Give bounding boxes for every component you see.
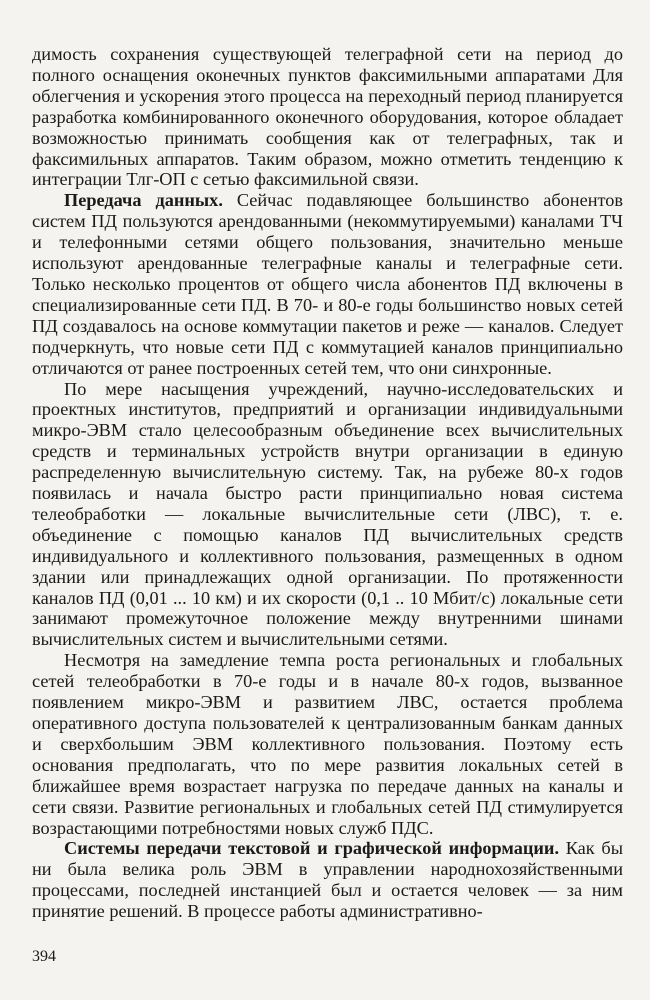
paragraph-3-text: По мере насыщения учреждений, научно-исследовательских и проектных институтов, предприятий и организации индивидуальными микро-ЭВМ стало целесообразным объединение всех вычислительных средств и терминальных устройств внутри организации в единую распределенную вычислительную систему. Так, на рубеже 80-х годов появилась и начала быстро расти принципиально новая система телеобработки — локальные вычислительные сети (ЛВС), т. е. объединение с помощью каналов ПД вычислительных средств индивидуального и коллективного пользования, размещенных в одном здании или принадлежащих одной организации. По протяженности каналов ПД (0,01 ... 10 км) и их скорости (0,1 .. 10 Мбит/с) локальные сети занимают промежуточное положение между внутренними шинами вычислительных систем и вычислительными сетями. bbox=[32, 378, 623, 650]
paragraph-data-transfer bbox=[32, 190, 623, 378]
section-heading-text-graphics: Системы передачи текстовой и графической информации. bbox=[64, 838, 560, 859]
paragraph-4 bbox=[32, 650, 623, 838]
paragraph-text-graphics bbox=[32, 838, 623, 922]
paragraph-2-text: Сейчас подавляющее большинство абонентов систем ПД пользуются арендованными (некоммутируемыми) каналами ТЧ и телефонными сетями общего пользования, значительно меньше используют арендованные телеграфные каналы и телеграфные сети. Только несколько процентов от общего числа абонентов ПД включены в специализированные сети ПД. В 70- и 80-е годы большинство новых сетей ПД создавалось на основе коммутации пакетов и реже — каналов. Следует подчеркнуть, что новые сети ПД с коммутацией каналов принципиально отличаются от ранее построенных сетей тем, что они синхронные. bbox=[32, 190, 623, 378]
paragraph-4-text: Несмотря на замедление темпа роста региональных и глобальных сетей телеобработки в 70-е годы и в начале 80-х годов, вызванное появлением микро-ЭВМ и развитием ЛВС, остается проблема оперативного доступа пользователей к централизованным банкам данных и сверхбольшим ЭВМ коллективного пользования. Поэтому есть основания предполагать, что по мере развития локальных сетей в ближайшее время возрастает нагрузка по передаче данных на каналы и сети связи. Развитие региональных и глобальных сетей ПД стимулируется возрастающими потребностями новых служб ПДС. bbox=[32, 650, 623, 838]
paragraph-1 bbox=[32, 44, 623, 190]
paragraph-5-text: Как бы ни была велика роль ЭВМ в управлении народнохозяйственными процессами, последней инстанцией был и остается человек — за ним принятие решений. В процессе работы административно- bbox=[32, 838, 623, 922]
page-number: 394 bbox=[32, 948, 56, 965]
paragraph-1-text: димость сохранения существующей телеграфной сети на период до полного оснащения оконечных пунктов факсимильными аппаратами Для облегчения и ускорения этого процесса на переходный период планируется разработка комбинированного оконечного оборудования, которое обладает возможностью принимать сообщения как от телеграфных, так и факсимильных аппаратов. Таким образом, можно отметить тенденцию к интеграции Тлг-ОП с сетью факсимильной связи. bbox=[32, 44, 623, 190]
page-body bbox=[32, 44, 623, 922]
section-heading-data-transfer: Передача данных. bbox=[64, 190, 223, 211]
paragraph-3 bbox=[32, 379, 623, 651]
